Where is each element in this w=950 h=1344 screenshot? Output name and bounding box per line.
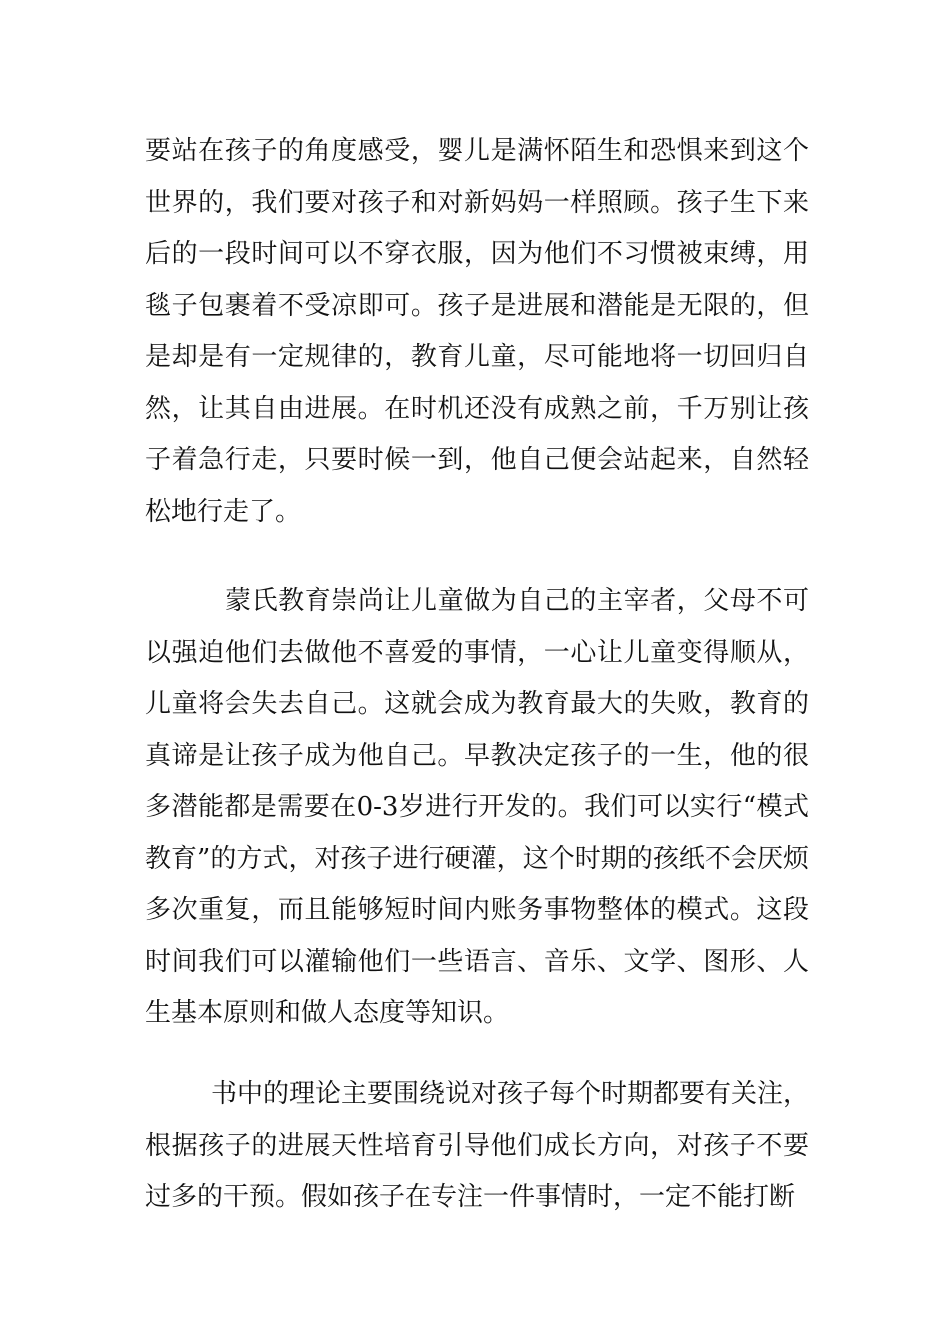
paragraph-2: 蒙氏教育崇尚让儿童做为自己的主宰者，父母不可以强迫他们去做他不喜爱的事情，一心让儿童变得顺从，儿童将会失去自己。这就会成为教育最大的失败，教育的真谛是让孩子成为他自己。早教决定孩子的一生，他的很多潜能都是需要在0-3岁进行开发的。我们可以实行“模式教育”的方式，对孩子进行硬灌，这个时期的孩纸不会厌烦多次重复，而且能够短时间内账务事物整体的模式。这段时间我们可以灌输他们一些语言、音乐、文学、图形、人生基本原则和做人态度等知识。 (145, 586, 809, 1028)
paragraph-3: 书中的理论主要围绕说对孩子每个时期都要有关注，根据孩子的进展天性培育引导他们成长方向，对孩子不要过多的干预。假如孩子在专注一件事情时，一定不能打断 (145, 1079, 810, 1212)
paragraph-1: 要站在孩子的角度感受，婴儿是满怀陌生和恐惧来到这个世界的，我们要对孩子和对新妈妈一样照顾。孩子生下来后的一段时间可以不穿衣服，因为他们不习惯被束缚，用毯子包裹着不受凉即可。孩子是进展和潜能是无限的，但是却是有一定规律的，教育儿童，尽可能地将一切回归自然，让其自由进展。在时机还没有成熟之前，千万别让孩子着急行走，只要时候一到，他自己便会站起来，自然轻松地行走了。 (145, 136, 809, 527)
